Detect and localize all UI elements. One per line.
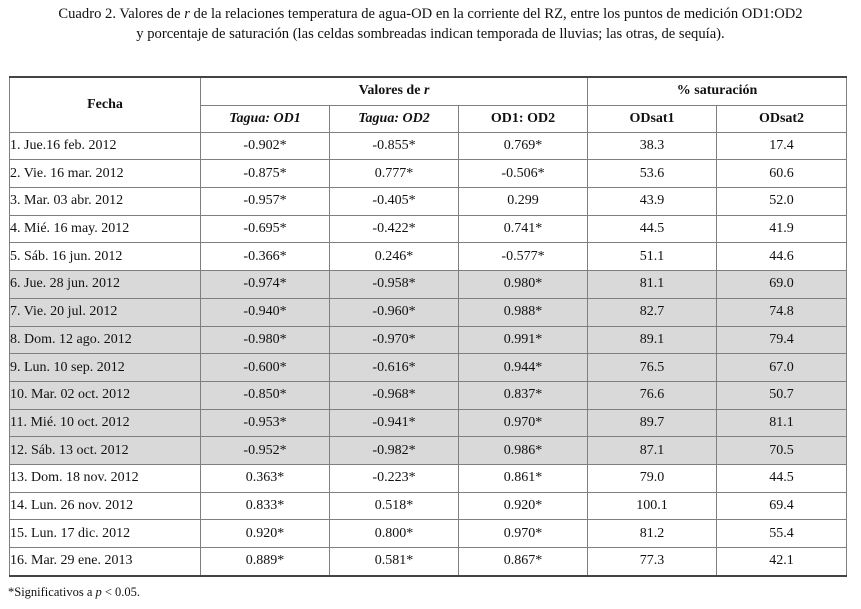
cell-tagua-od2: -0.960* [330, 298, 459, 326]
cell-od1-od2: 0.991* [459, 326, 588, 354]
cell-od1-od2: 0.988* [459, 298, 588, 326]
cell-fecha: 11. Mié. 10 oct. 2012 [10, 409, 201, 437]
cell-odsat2: 52.0 [717, 188, 847, 216]
column-header-label: Tagua: OD2 [358, 110, 430, 126]
cell-od1-od2: 0.944* [459, 354, 588, 382]
cell-odsat1: 81.1 [588, 271, 717, 299]
cell-odsat1: 79.0 [588, 464, 717, 492]
caption-r-variable: r [184, 6, 190, 22]
caption-text-cont: de la relaciones temperatura de agua-OD en la corriente del RZ, entre los puntos de medición OD1:OD2 [189, 6, 803, 22]
cell-tagua-od1: -0.940* [201, 298, 330, 326]
table-body [10, 132, 847, 576]
cell-odsat1: 38.3 [588, 132, 717, 160]
group-header-text: Valores de [358, 83, 424, 99]
cell-tagua-od1: 0.363* [201, 464, 330, 492]
group-header-valores-r [201, 77, 588, 105]
cell-fecha: 16. Mar. 29 ene. 2013 [10, 548, 201, 576]
data-table [9, 76, 847, 577]
column-header-od1-od2: OD1: OD2 [459, 105, 588, 132]
table-row [10, 437, 847, 465]
cell-tagua-od1: -0.366* [201, 243, 330, 271]
cell-odsat1: 81.2 [588, 520, 717, 548]
cell-od1-od2: 0.986* [459, 437, 588, 465]
group-header-saturacion: % saturación [588, 77, 847, 105]
cell-odsat1: 77.3 [588, 548, 717, 576]
table-row [10, 520, 847, 548]
cell-tagua-od2: 0.777* [330, 160, 459, 188]
cell-odsat1: 100.1 [588, 492, 717, 520]
cell-tagua-od1: -0.695* [201, 215, 330, 243]
caption-line-2: y porcentaje de saturación (las celdas sombreadas indican temporada de lluvias; las otras, de sequía). [136, 26, 725, 42]
cell-odsat2: 50.7 [717, 381, 847, 409]
cell-odsat2: 44.5 [717, 464, 847, 492]
cell-tagua-od1: -0.980* [201, 326, 330, 354]
cell-tagua-od1: -0.850* [201, 381, 330, 409]
cell-odsat2: 17.4 [717, 132, 847, 160]
table-row [10, 215, 847, 243]
cell-fecha: 15. Lun. 17 dic. 2012 [10, 520, 201, 548]
cell-od1-od2: 0.769* [459, 132, 588, 160]
cell-odsat2: 69.4 [717, 492, 847, 520]
cell-tagua-od2: -0.616* [330, 354, 459, 382]
cell-od1-od2: 0.741* [459, 215, 588, 243]
cell-tagua-od2: -0.958* [330, 271, 459, 299]
table-row [10, 548, 847, 576]
cell-fecha: 9. Lun. 10 sep. 2012 [10, 354, 201, 382]
caption-text: Cuadro 2. Valores de [58, 6, 185, 22]
cell-od1-od2: -0.506* [459, 160, 588, 188]
cell-tagua-od2: 0.518* [330, 492, 459, 520]
cell-tagua-od1: -0.957* [201, 188, 330, 216]
cell-od1-od2: 0.867* [459, 548, 588, 576]
cell-odsat2: 79.4 [717, 326, 847, 354]
cell-tagua-od2: -0.855* [330, 132, 459, 160]
cell-fecha: 14. Lun. 26 nov. 2012 [10, 492, 201, 520]
cell-fecha: 3. Mar. 03 abr. 2012 [10, 188, 201, 216]
cell-od1-od2: 0.861* [459, 464, 588, 492]
cell-fecha: 1. Jue.16 feb. 2012 [10, 132, 201, 160]
column-header-tagua-od2 [330, 105, 459, 132]
table-row [10, 381, 847, 409]
cell-odsat1: 76.6 [588, 381, 717, 409]
cell-tagua-od2: -0.982* [330, 437, 459, 465]
cell-od1-od2: 0.920* [459, 492, 588, 520]
cell-odsat2: 67.0 [717, 354, 847, 382]
cell-odsat2: 44.6 [717, 243, 847, 271]
table-row [10, 492, 847, 520]
column-header-tagua-od1 [201, 105, 330, 132]
table-row [10, 354, 847, 382]
table-row [10, 409, 847, 437]
cell-fecha: 2. Vie. 16 mar. 2012 [10, 160, 201, 188]
cell-fecha: 8. Dom. 12 ago. 2012 [10, 326, 201, 354]
cell-fecha: 4. Mié. 16 may. 2012 [10, 215, 201, 243]
cell-fecha: 5. Sáb. 16 jun. 2012 [10, 243, 201, 271]
cell-odsat1: 82.7 [588, 298, 717, 326]
cell-odsat2: 69.0 [717, 271, 847, 299]
cell-tagua-od2: 0.581* [330, 548, 459, 576]
table-row [10, 271, 847, 299]
cell-odsat1: 43.9 [588, 188, 717, 216]
table-row [10, 243, 847, 271]
table-row [10, 132, 847, 160]
table-row [10, 298, 847, 326]
cell-fecha: 13. Dom. 18 nov. 2012 [10, 464, 201, 492]
caption-line-1 [10, 4, 851, 24]
cell-od1-od2: 0.970* [459, 520, 588, 548]
cell-tagua-od1: -0.974* [201, 271, 330, 299]
cell-od1-od2: 0.837* [459, 381, 588, 409]
cell-tagua-od1: 0.833* [201, 492, 330, 520]
cell-odsat2: 41.9 [717, 215, 847, 243]
cell-fecha: 12. Sáb. 13 oct. 2012 [10, 437, 201, 465]
cell-tagua-od1: -0.875* [201, 160, 330, 188]
cell-fecha: 10. Mar. 02 oct. 2012 [10, 381, 201, 409]
cell-odsat1: 53.6 [588, 160, 717, 188]
footnote-text-cont: < 0.05. [101, 585, 141, 599]
table-row [10, 188, 847, 216]
footnote-text: *Significativos a [8, 585, 96, 599]
cell-tagua-od2: -0.223* [330, 464, 459, 492]
cell-odsat2: 60.6 [717, 160, 847, 188]
cell-tagua-od2: 0.246* [330, 243, 459, 271]
footnote [8, 585, 140, 600]
cell-odsat1: 51.1 [588, 243, 717, 271]
group-header-r-variable: r [423, 83, 430, 99]
cell-odsat2: 42.1 [717, 548, 847, 576]
cell-odsat2: 55.4 [717, 520, 847, 548]
column-header-fecha: Fecha [10, 77, 201, 132]
footnote-p-variable: p [95, 585, 102, 599]
cell-odsat1: 89.7 [588, 409, 717, 437]
cell-odsat1: 87.1 [588, 437, 717, 465]
cell-odsat2: 81.1 [717, 409, 847, 437]
cell-tagua-od1: -0.953* [201, 409, 330, 437]
cell-tagua-od1: 0.889* [201, 548, 330, 576]
cell-tagua-od2: -0.422* [330, 215, 459, 243]
table-row [10, 326, 847, 354]
cell-tagua-od1: -0.952* [201, 437, 330, 465]
table-row [10, 464, 847, 492]
cell-od1-od2: 0.970* [459, 409, 588, 437]
cell-odsat2: 74.8 [717, 298, 847, 326]
cell-tagua-od1: -0.600* [201, 354, 330, 382]
table-caption [10, 4, 851, 44]
cell-tagua-od2: 0.800* [330, 520, 459, 548]
cell-tagua-od2: -0.968* [330, 381, 459, 409]
cell-tagua-od2: -0.941* [330, 409, 459, 437]
column-header-odsat2: ODsat2 [717, 105, 847, 132]
cell-od1-od2: 0.980* [459, 271, 588, 299]
cell-od1-od2: 0.299 [459, 188, 588, 216]
cell-tagua-od2: -0.405* [330, 188, 459, 216]
cell-odsat1: 76.5 [588, 354, 717, 382]
cell-tagua-od1: -0.902* [201, 132, 330, 160]
cell-odsat1: 89.1 [588, 326, 717, 354]
table-row [10, 160, 847, 188]
cell-od1-od2: -0.577* [459, 243, 588, 271]
column-header-label: Tagua: OD1 [229, 110, 301, 126]
cell-odsat2: 70.5 [717, 437, 847, 465]
cell-tagua-od2: -0.970* [330, 326, 459, 354]
cell-odsat1: 44.5 [588, 215, 717, 243]
cell-fecha: 7. Vie. 20 jul. 2012 [10, 298, 201, 326]
column-header-odsat1: ODsat1 [588, 105, 717, 132]
cell-fecha: 6. Jue. 28 jun. 2012 [10, 271, 201, 299]
cell-tagua-od1: 0.920* [201, 520, 330, 548]
